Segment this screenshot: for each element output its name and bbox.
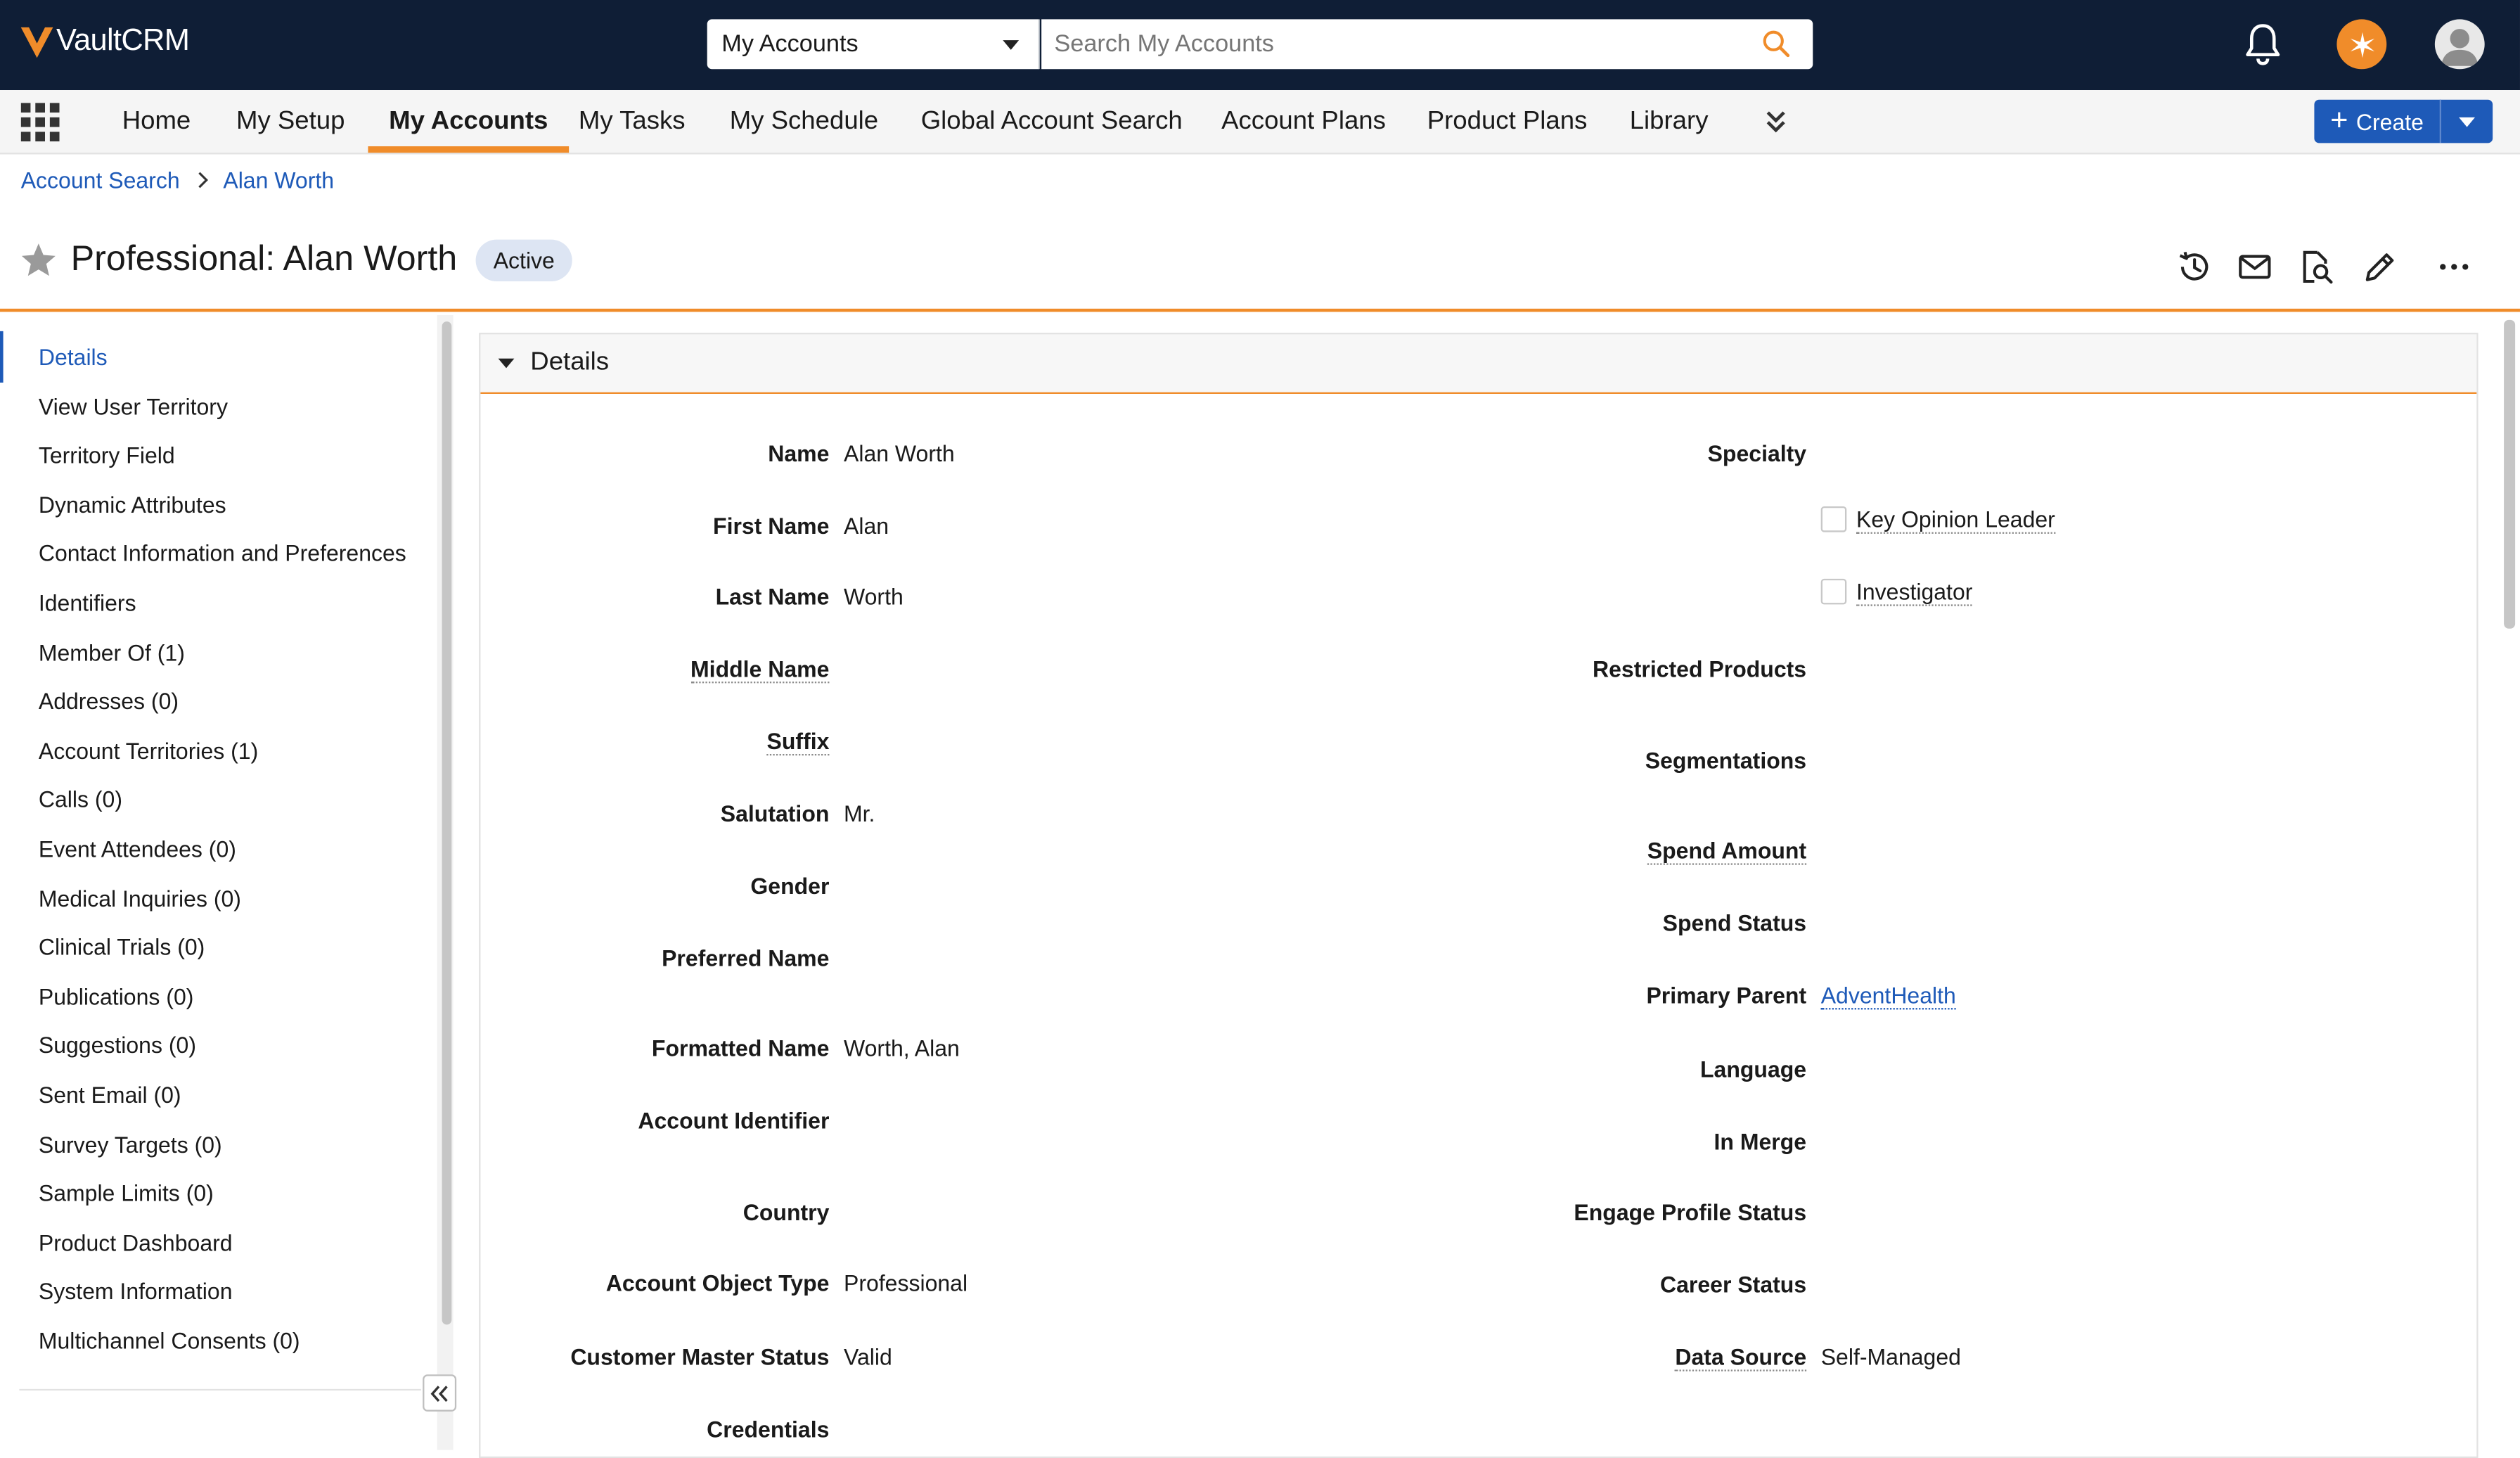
sidebar-item-identifiers[interactable]: Identifiers	[38, 589, 136, 616]
search-scope-dropdown[interactable]	[707, 19, 1040, 69]
nav-tab-home[interactable]: Home	[122, 108, 191, 135]
sidebar-item-suggestions[interactable]: Suggestions (0)	[38, 1032, 196, 1058]
search-input[interactable]	[1041, 19, 1749, 69]
details-section-header[interactable]	[480, 334, 2476, 394]
field-label-in-merge: In Merge	[1714, 1128, 1807, 1155]
field-label-name: Name	[768, 440, 830, 466]
breadcrumb-alan-worth[interactable]: Alan Worth	[223, 167, 335, 193]
main-scrollbar-thumb[interactable]	[2504, 320, 2515, 629]
field-label-segmentations: Segmentations	[1645, 747, 1807, 774]
field-label-engage-profile-status: Engage Profile Status	[1574, 1199, 1807, 1225]
vault-crm-logo[interactable]	[19, 24, 189, 59]
app-launcher-icon[interactable]	[21, 103, 60, 141]
sidebar-item-multichannel-consents[interactable]: Multichannel Consents (0)	[38, 1327, 300, 1354]
create-options-button[interactable]	[2440, 100, 2493, 143]
caret-down-icon	[2459, 117, 2475, 127]
field-label-credentials: Credentials	[707, 1416, 830, 1443]
edit-pencil-icon[interactable]	[2362, 249, 2398, 284]
field-label-career-status: Career Status	[1660, 1271, 1807, 1298]
sidebar-item-territory-field[interactable]: Territory Field	[38, 442, 175, 468]
more-actions-icon[interactable]	[2436, 249, 2471, 284]
field-label-country: Country	[742, 1199, 830, 1225]
sidebar-item-system-information[interactable]: System Information	[38, 1278, 233, 1304]
field-value-salutation: Mr.	[843, 800, 875, 826]
nav-tab-my-setup[interactable]: My Setup	[236, 108, 345, 135]
user-icon	[2435, 19, 2485, 69]
create-button[interactable]	[2314, 100, 2439, 143]
sidebar-item-publications[interactable]: Publications (0)	[38, 983, 194, 1010]
sidebar-item-view-user-territory[interactable]: View User Territory	[38, 393, 228, 420]
field-label-customer-master-status: Customer Master Status	[570, 1343, 830, 1370]
sidebar-item-account-territories[interactable]: Account Territories (1)	[38, 738, 259, 764]
sidebar-item-member-of[interactable]: Member Of (1)	[38, 639, 185, 666]
brand-name: VaultCRM	[56, 24, 190, 58]
sidebar-item-dynamic-attributes[interactable]: Dynamic Attributes	[38, 492, 226, 518]
vault-notification-icon[interactable]	[2336, 19, 2386, 69]
field-value-account-object-type: Professional	[843, 1270, 968, 1296]
plus-icon: +	[2330, 104, 2348, 139]
nav-tab-my-schedule[interactable]: My Schedule	[729, 108, 879, 135]
sidebar-item-clinical-trials[interactable]: Clinical Trials (0)	[38, 933, 205, 960]
history-icon[interactable]	[2176, 249, 2211, 284]
double-chevron-left-icon	[429, 1383, 450, 1402]
sidebar-item-contact-information[interactable]: Contact Information and Preferences	[38, 539, 406, 566]
document-search-icon[interactable]	[2299, 249, 2334, 284]
sidebar-item-medical-inquiries[interactable]: Medical Inquiries (0)	[38, 885, 241, 912]
caret-down-icon	[1003, 40, 1019, 50]
field-label-specialty: Specialty	[1707, 440, 1807, 466]
email-icon[interactable]	[2237, 249, 2272, 284]
key-opinion-leader-checkbox[interactable]	[1821, 506, 1847, 532]
field-label-last-name: Last Name	[715, 583, 830, 610]
nav-tab-account-plans[interactable]: Account Plans	[1221, 108, 1386, 135]
field-value-data-source: Self-Managed	[1820, 1343, 1961, 1370]
field-value-first-name: Alan	[843, 513, 889, 539]
key-opinion-leader-label[interactable]: Key Opinion Leader	[1856, 506, 2055, 534]
field-value-last-name: Worth	[843, 583, 904, 610]
field-value-customer-master-status: Valid	[843, 1343, 892, 1370]
status-badge: Active	[476, 240, 572, 281]
header-divider	[0, 309, 2520, 312]
sidebar-item-event-attendees[interactable]: Event Attendees (0)	[38, 836, 236, 862]
investigator-label[interactable]: Investigator	[1856, 579, 1972, 606]
field-label-account-identifier: Account Identifier	[638, 1107, 830, 1134]
search-scope-label: My Accounts	[721, 30, 859, 58]
sidebar-divider	[19, 1389, 420, 1390]
field-label-suffix[interactable]: Suffix	[767, 728, 830, 755]
sidebar-item-survey-targets[interactable]: Survey Targets (0)	[38, 1132, 222, 1158]
sidebar-scrollbar-thumb[interactable]	[442, 321, 452, 1324]
sidebar-item-product-dashboard[interactable]: Product Dashboard	[38, 1229, 233, 1256]
field-value-name: Alan Worth	[843, 440, 955, 466]
sparkle-icon	[2347, 30, 2376, 58]
user-avatar[interactable]	[2435, 19, 2485, 69]
field-label-spend-amount[interactable]: Spend Amount	[1647, 838, 1806, 865]
related-list-sidebar	[19, 315, 437, 1386]
primary-parent-link[interactable]: AdventHealth	[1821, 983, 1956, 1010]
breadcrumb-account-search[interactable]: Account Search	[20, 167, 180, 193]
field-label-formatted-name: Formatted Name	[651, 1035, 830, 1061]
sidebar-item-sent-email[interactable]: Sent Email (0)	[38, 1082, 181, 1108]
create-button-label: Create	[2355, 108, 2424, 134]
field-label-gender: Gender	[750, 873, 830, 899]
section-title: Details	[530, 348, 610, 376]
bell-icon[interactable]	[2240, 19, 2285, 68]
field-label-middle-name[interactable]: Middle Name	[690, 656, 829, 684]
field-label-first-name: First Name	[713, 513, 830, 539]
vault-logo-icon	[19, 24, 54, 59]
collapse-sidebar-button[interactable]	[423, 1374, 456, 1412]
sidebar-item-addresses[interactable]: Addresses (0)	[38, 688, 179, 714]
sidebar-item-details[interactable]: Details	[38, 344, 108, 370]
page-title: Professional: Alan Worth	[70, 238, 458, 279]
sidebar-item-sample-limits[interactable]: Sample Limits (0)	[38, 1179, 214, 1206]
nav-tab-my-accounts[interactable]: My Accounts	[368, 90, 569, 153]
sidebar-item-calls[interactable]: Calls (0)	[38, 786, 122, 812]
active-item-marker	[0, 331, 4, 383]
field-label-preferred-name: Preferred Name	[662, 945, 830, 971]
search-icon[interactable]	[1761, 29, 1790, 58]
field-value-formatted-name: Worth, Alan	[843, 1035, 960, 1061]
investigator-checkbox[interactable]	[1821, 579, 1847, 605]
caret-down-icon	[499, 359, 515, 369]
field-label-spend-status: Spend Status	[1662, 909, 1807, 936]
chevron-right-icon	[194, 170, 210, 189]
field-label-data-source[interactable]: Data Source	[1675, 1344, 1806, 1371]
nav-tab-my-tasks[interactable]: My Tasks	[578, 108, 686, 135]
search-box	[1041, 19, 1813, 69]
field-label-restricted-products: Restricted Products	[1593, 656, 1807, 682]
field-label-primary-parent: Primary Parent	[1646, 982, 1807, 1009]
breadcrumb	[21, 167, 334, 193]
nav-tab-product-plans[interactable]: Product Plans	[1427, 108, 1588, 135]
double-chevron-down-icon[interactable]	[1761, 108, 1790, 136]
nav-tab-global-account-search[interactable]: Global Account Search	[920, 108, 1183, 135]
field-label-salutation: Salutation	[720, 800, 830, 826]
top-bar	[0, 0, 2520, 90]
nav-tab-library[interactable]: Library	[1629, 108, 1709, 135]
favorite-star-icon[interactable]	[19, 241, 58, 280]
field-label-language: Language	[1699, 1056, 1807, 1082]
field-label-account-object-type: Account Object Type	[605, 1270, 830, 1296]
main-nav-bar	[0, 90, 2520, 154]
create-split-button	[2314, 100, 2493, 143]
